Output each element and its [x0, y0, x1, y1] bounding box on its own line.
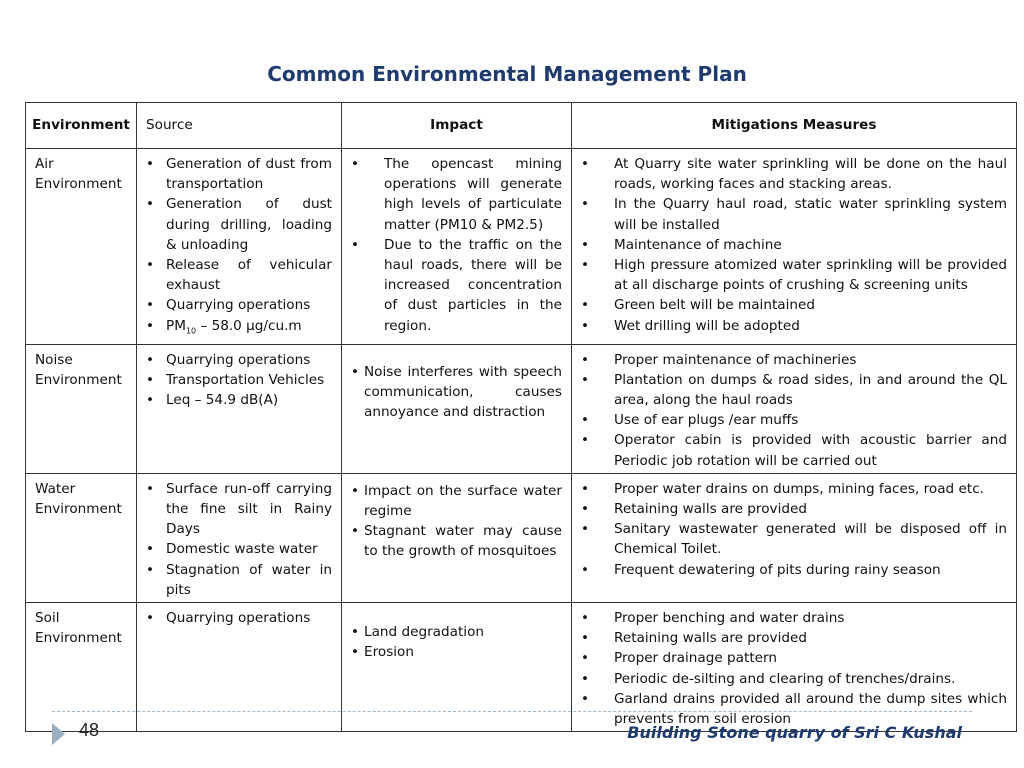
impact-cell: [342, 149, 572, 345]
impact-cell: [342, 473, 572, 602]
mitigation-item: • Wet drilling will be adopted: [581, 316, 1007, 336]
impact-cell: [342, 602, 572, 731]
table-row: [26, 602, 1017, 731]
management-plan-table: [25, 102, 1017, 732]
mitigation-item: • Plantation on dumps & road sides, in and around the QL area, along the haul roads: [581, 370, 1007, 410]
mitigation-item: • Proper drainage pattern: [581, 648, 1007, 668]
impact-item: • Due to the traffic on the haul roads, there will be increased concentration of dust particles in the region.: [351, 235, 562, 336]
mitigation-item: • Maintenance of machine: [581, 235, 1007, 255]
page-number: 48: [79, 720, 100, 740]
header-impact: Impact: [342, 103, 572, 149]
environment-cell: Water Environment: [26, 473, 137, 602]
mitigation-item: • Sanitary wastewater generated will be disposed off in Chemical Toilet.: [581, 519, 1007, 559]
source-item: • Domestic waste water: [146, 539, 332, 559]
source-item: • Quarrying operations: [146, 608, 332, 628]
triangle-arrow-icon: [52, 723, 65, 745]
mitigation-cell: [572, 473, 1017, 602]
mitigation-item: • High pressure atomized water sprinkling will be provided at all discharge points of crushing & screening units: [581, 255, 1007, 295]
source-item: • Quarrying operations: [146, 350, 332, 370]
pm-value: – 58.0 µg/cu.m: [196, 317, 302, 334]
environment-cell: Air Environment: [26, 149, 137, 345]
table-row: [26, 473, 1017, 602]
table-header-row: [26, 103, 1017, 149]
mitigation-cell: [572, 344, 1017, 473]
mitigation-cell: [572, 149, 1017, 345]
impact-item: • Noise interferes with speech communication, causes annoyance and distraction: [351, 362, 562, 423]
mitigation-item: • Proper benching and water drains: [581, 608, 1007, 628]
environment-cell: Soil Environment: [26, 602, 137, 731]
mitigation-item: • Frequent dewatering of pits during rainy season: [581, 560, 1007, 580]
page-title: Common Environmental Management Plan: [267, 62, 747, 86]
source-cell: [137, 149, 342, 345]
source-cell: [137, 473, 342, 602]
source-item: • Generation of dust during drilling, loading & unloading: [146, 194, 332, 255]
footer-text: Building Stone quarry of Sri C Kushal: [627, 723, 962, 742]
source-cell: [137, 344, 342, 473]
mitigation-item: • At Quarry site water sprinkling will be done on the haul roads, working faces and stacking areas.: [581, 154, 1007, 194]
mitigation-item: • Green belt will be maintained: [581, 295, 1007, 315]
mitigation-item: • Operator cabin is provided with acoustic barrier and Periodic job rotation will be carried out: [581, 430, 1007, 470]
source-item: • Release of vehicular exhaust: [146, 255, 332, 295]
environment-cell: Noise Environment: [26, 344, 137, 473]
impact-item: • The opencast mining operations will generate high levels of particulate matter (PM10 & PM2.5): [351, 154, 562, 235]
impact-item: • Impact on the surface water regime: [351, 481, 562, 521]
mitigation-item: • Proper water drains on dumps, mining faces, road etc.: [581, 479, 1007, 499]
source-cell: [137, 602, 342, 731]
table-row: [26, 149, 1017, 345]
mitigation-item: • Periodic de-silting and clearing of trenches/drains.: [581, 669, 1007, 689]
impact-item: • Stagnant water may cause to the growth of mosquitoes: [351, 521, 562, 561]
impact-item: • Land degradation: [351, 622, 562, 642]
source-item: • Stagnation of water in pits: [146, 560, 332, 600]
mitigation-item: • Retaining walls are provided: [581, 628, 1007, 648]
source-item: • Leq – 54.9 dB(A): [146, 390, 332, 410]
mitigation-item: • Proper maintenance of machineries: [581, 350, 1007, 370]
source-item: • Quarrying operations: [146, 295, 332, 315]
pm-subscript: 10: [185, 326, 197, 336]
impact-item: • Erosion: [351, 642, 562, 662]
pm-label: PM: [166, 317, 186, 334]
mitigation-item: • In the Quarry haul road, static water sprinkling system will be installed: [581, 194, 1007, 234]
source-item: • Generation of dust from transportation: [146, 154, 332, 194]
impact-cell: [342, 344, 572, 473]
mitigation-item: • Retaining walls are provided: [581, 499, 1007, 519]
mitigation-item: • Use of ear plugs /ear muffs: [581, 410, 1007, 430]
table-row: [26, 344, 1017, 473]
header-source: Source: [137, 103, 342, 149]
header-environment: Environment: [26, 103, 137, 149]
footer-divider: [52, 711, 972, 712]
source-item: • Transportation Vehicles: [146, 370, 332, 390]
source-item: • Surface run-off carrying the fine silt in Rainy Days: [146, 479, 332, 540]
source-item-pm10: [146, 316, 332, 342]
header-mitigation: Mitigations Measures: [572, 103, 1017, 149]
mitigation-cell: [572, 602, 1017, 731]
mitigation-item: • Garland drains provided all around the dump sites which prevents from soil erosion: [581, 689, 1007, 729]
